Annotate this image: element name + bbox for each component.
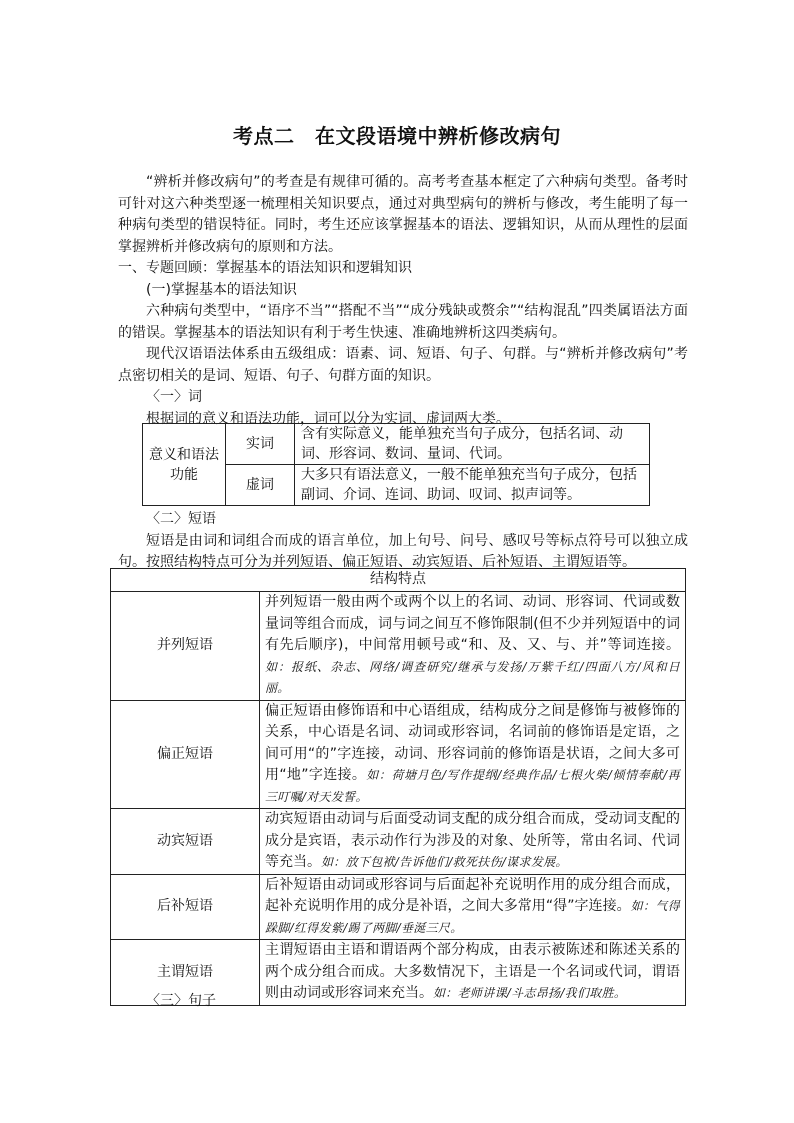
phrase-example: 如：气得跺脚/红得发紫/踢了两脚/垂涎三尺。 bbox=[265, 899, 681, 935]
phrase-table-header: 结构特点 bbox=[111, 569, 686, 592]
text-block-top bbox=[118, 172, 688, 430]
table-row bbox=[111, 700, 686, 809]
word-type-function-desc: 大多只有语法意义，一般不能单独充当句子成分，包括副词、介词、连词、助词、叹词、拟声词等。 bbox=[295, 465, 650, 506]
word-type-content: 实词 bbox=[226, 424, 295, 465]
paragraph-word-types: 根据词的意义和语法功能，词可以分为实词、虚词两大类。 bbox=[146, 410, 510, 427]
table-row bbox=[111, 592, 686, 701]
marker-phrase: 〈二〉短语 bbox=[146, 511, 216, 527]
marker-word: 〈一〉词 bbox=[146, 389, 202, 405]
subsection-heading-grammar: (一)掌握基本的语法知识 bbox=[146, 281, 297, 298]
section-heading-review: 一、专题回顾：掌握基本的语法知识和逻辑知识 bbox=[118, 260, 412, 276]
phrase-name-coordinate: 并列短语 bbox=[111, 592, 260, 701]
phrase-desc-verb-object bbox=[260, 809, 686, 875]
phrase-desc-subject-predicate bbox=[260, 940, 686, 1006]
table-row bbox=[111, 809, 686, 875]
phrase-example: 如：荷塘月色/写作提纲/经典作品/七根火柴/倾情奉献/再三叮嘱/对天发誓。 bbox=[265, 768, 680, 804]
phrase-name-modifier: 偏正短语 bbox=[111, 700, 260, 809]
phrase-name-complement: 后补短语 bbox=[111, 874, 260, 940]
page-title: 考点二 在文段语境中辨析修改病句 bbox=[233, 124, 561, 148]
phrase-desc-text: 并列短语一般由两个或两个以上的名词、动词、形容词、代词或数量词等组合而成，词与词之间互不修饰限制(但不少并列短语中的词有先后顺序)，中间常用顿号或“和、及、又、与、并”等词连接。 bbox=[265, 594, 680, 653]
table-row bbox=[143, 424, 650, 465]
phrase-example: 如：报纸、杂志、网络/调查研究/继承与发扬/万紫千红/四面八方/风和日丽。 bbox=[265, 659, 680, 695]
word-type-content-desc: 含有实际意义，能单独充当句子成分，包括名词、动词、形容词、数词、量词、代词。 bbox=[295, 424, 650, 465]
phrase-desc-text: 后补短语由动词或形容词与后面起补充说明作用的成分组合而成，起补充说明作用的成分是补语，之间大多常用“得”字连接。 bbox=[265, 876, 680, 914]
phrase-desc-modifier bbox=[260, 700, 686, 809]
table-header-row bbox=[111, 569, 686, 592]
word-table-main-label: 意义和语法功能 bbox=[143, 424, 226, 506]
text-block-phrase bbox=[118, 509, 688, 574]
phrase-desc-coordinate bbox=[260, 592, 686, 701]
phrase-example: 如：老师讲课/斗志昂扬/我们取胜。 bbox=[433, 986, 627, 1000]
phrase-desc-text: 主谓短语由主语和谓语两个部分构成，由表示被陈述和陈述关系的两个成分组合而成。大多数情况下，主语是一个名词或代词，谓语则由动词或形容词来充当。 bbox=[265, 942, 680, 1001]
paragraph-grammar-system: 现代汉语语法体系由五级组成：语素、词、短语、句子、句群。与“辨析并修改病句”考点密切相关的是词、短语、句子、句群方面的知识。 bbox=[118, 346, 688, 384]
phrase-desc-complement bbox=[260, 874, 686, 940]
phrase-name-verb-object: 动宾短语 bbox=[111, 809, 260, 875]
phrase-name-subject-predicate: 主谓短语 bbox=[111, 940, 260, 1006]
paragraph-error-types: 六种病句类型中，“语序不当”“搭配不当”“成分残缺或赘余”“结构混乱”四类属语法方面的错误。掌握基本的语法知识有利于考生快速、准确地辨析这四类病句。 bbox=[118, 303, 688, 341]
phrase-desc-text: 偏正短语由修饰语和中心语组成，结构成分之间是修饰与被修饰的关系，中心语是名词、动词或形容词，名词前的修饰语是定语，之间可用“的”字连接，动词、形容词前的修饰语是状语，之间大多可用“地”字连接。 bbox=[265, 702, 680, 783]
table-row bbox=[111, 874, 686, 940]
phrase-desc-text: 动宾短语由动词与后面受动词支配的成分组合而成，受动词支配的成分是宾语，表示动作行为涉及的对象、处所等，常由名词、代词等充当。 bbox=[265, 811, 680, 870]
intro-paragraph: “辨析并修改病句”的考查是有规律可循的。高考考查基本框定了六种病句类型。备考时可针对这六种类型逐一梳理相关知识要点，通过对典型病句的辨析与修改，考生能明了每一种病句类型的错误特征。同时，考生还应该掌握基本的语法、逻辑知识，从而从理性的层面掌握辨析并修改病句的原则和方法。 bbox=[118, 174, 688, 255]
paragraph-phrase-definition: 短语是由词和词组合而成的语言单位，加上句号、问号、感叹号等标点符号可以独立成句。按照结构特点可分为并列短语、偏正短语、动宾短语、后补短语、主谓短语等。 bbox=[118, 532, 688, 570]
phrase-structure-table bbox=[110, 568, 686, 1006]
phrase-example: 如：放下包袱/告诉他们/救死扶伤/谋求发展。 bbox=[321, 855, 568, 869]
word-type-function: 虚词 bbox=[226, 465, 295, 506]
marker-sentence: 〈三〉句子 bbox=[146, 993, 216, 1009]
word-class-table bbox=[142, 423, 650, 506]
